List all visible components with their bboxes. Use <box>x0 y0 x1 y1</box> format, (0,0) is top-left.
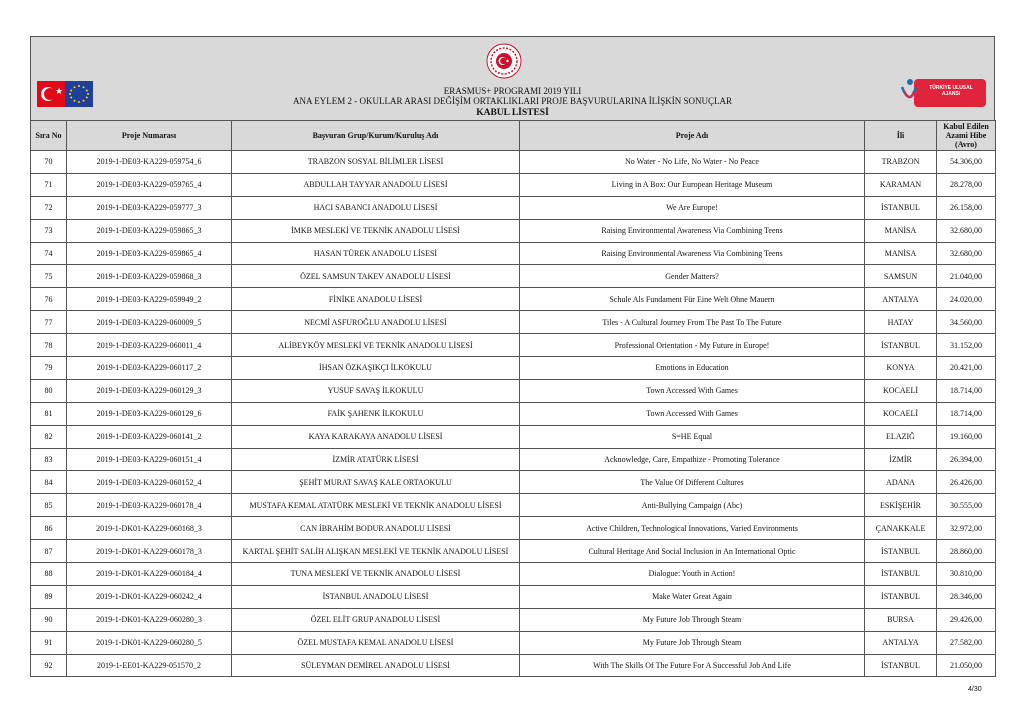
cell-kurum: SÜLEYMAN DEMİREL ANADOLU LİSESİ <box>232 654 520 677</box>
cell-il: İSTANBUL <box>865 540 937 563</box>
cell-sira: 81 <box>31 402 67 425</box>
table-row <box>31 357 996 380</box>
cell-kurum: NECMİ ASFUROĞLU ANADOLU LİSESİ <box>232 311 520 334</box>
cell-kurum: YUSUF SAVAŞ İLKOKULU <box>232 379 520 402</box>
cell-proje-no: 2019-1-DE03-KA229-060151_4 <box>67 448 232 471</box>
cell-il: ÇANAKKALE <box>865 517 937 540</box>
cell-hibe: 34.560,00 <box>937 311 996 334</box>
title-action: ANA EYLEM 2 - OKULLAR ARASI DEĞİŞİM ORTAKLIKLARI PROJE BAŞVURULARINA İLİŞKİN SONUÇLAR <box>293 96 732 106</box>
cell-proje-adi: Schule Als Fundament Für Eine Welt Ohne Mauern <box>520 288 865 311</box>
cell-proje-no: 2019-1-DK01-KA229-060168_3 <box>67 517 232 540</box>
cell-hibe: 18.714,00 <box>937 402 996 425</box>
table-row <box>31 311 996 334</box>
cell-hibe: 26.158,00 <box>937 196 996 219</box>
cell-sira: 78 <box>31 334 67 357</box>
cell-kurum: İMKB MESLEKİ VE TEKNİK ANADOLU LİSESİ <box>232 219 520 242</box>
cell-proje-no: 2019-1-DK01-KA229-060178_3 <box>67 540 232 563</box>
cell-proje-adi: Tiles - A Cultural Journey From The Past To The Future <box>520 311 865 334</box>
cell-kurum: TRABZON SOSYAL BİLİMLER LİSESİ <box>232 151 520 174</box>
cell-sira: 83 <box>31 448 67 471</box>
cell-il: ESKİŞEHİR <box>865 494 937 517</box>
cell-proje-no: 2019-1-DE03-KA229-059868_3 <box>67 265 232 288</box>
cell-proje-adi: Anti-Bullying Campaign (Abc) <box>520 494 865 517</box>
cell-il: TRABZON <box>865 151 937 174</box>
cell-il: ANTALYA <box>865 631 937 654</box>
table-row <box>31 471 996 494</box>
cell-sira: 73 <box>31 219 67 242</box>
cell-sira: 75 <box>31 265 67 288</box>
cell-proje-adi: With The Skills Of The Future For A Successful Job And Life <box>520 654 865 677</box>
cell-il: İZMİR <box>865 448 937 471</box>
table-row <box>31 585 996 608</box>
cell-il: KARAMAN <box>865 173 937 196</box>
cell-kurum: İSTANBUL ANADOLU LİSESİ <box>232 585 520 608</box>
cell-sira: 90 <box>31 608 67 631</box>
cell-proje-no: 2019-1-DK01-KA229-060280_3 <box>67 608 232 631</box>
cell-sira: 86 <box>31 517 67 540</box>
cell-sira: 72 <box>31 196 67 219</box>
cell-hibe: 28.278,00 <box>937 173 996 196</box>
cell-proje-adi: Raising Environmental Awareness Via Combining Teens <box>520 242 865 265</box>
cell-sira: 82 <box>31 425 67 448</box>
table-row <box>31 334 996 357</box>
cell-kurum: FİNİKE ANADOLU LİSESİ <box>232 288 520 311</box>
cell-proje-adi: Dialogue: Youth in Action! <box>520 563 865 586</box>
cell-il: BURSA <box>865 608 937 631</box>
cell-il: ANTALYA <box>865 288 937 311</box>
column-header-proje-no: Proje Numarası <box>67 121 232 151</box>
cell-proje-no: 2019-1-DE03-KA229-060011_4 <box>67 334 232 357</box>
cell-proje-adi: Active Children, Technological Innovations, Varied Environments <box>520 517 865 540</box>
cell-il: KOCAELİ <box>865 379 937 402</box>
column-header-il: İli <box>865 121 937 151</box>
cell-proje-no: 2019-1-DE03-KA229-059765_4 <box>67 173 232 196</box>
table-row <box>31 448 996 471</box>
cell-sira: 76 <box>31 288 67 311</box>
cell-proje-adi: The Value Of Different Cultures <box>520 471 865 494</box>
cell-proje-adi: No Water - No Life, No Water - No Peace <box>520 151 865 174</box>
cell-sira: 70 <box>31 151 67 174</box>
cell-il: İSTANBUL <box>865 654 937 677</box>
cell-hibe: 28.346,00 <box>937 585 996 608</box>
cell-proje-adi: Raising Environmental Awareness Via Combining Teens <box>520 219 865 242</box>
cell-kurum: ABDULLAH TAYYAR ANADOLU LİSESİ <box>232 173 520 196</box>
table-row <box>31 379 996 402</box>
cell-proje-no: 2019-1-DE03-KA229-059754_6 <box>67 151 232 174</box>
cell-kurum: ÖZEL SAMSUN TAKEV ANADOLU LİSESİ <box>232 265 520 288</box>
column-header-kurum: Başvuran Grup/Kurum/Kuruluş Adı <box>232 121 520 151</box>
cell-hibe: 30.555,00 <box>937 494 996 517</box>
cell-proje-adi: Town Accessed With Games <box>520 379 865 402</box>
cell-kurum: ÖZEL ELİT GRUP ANADOLU LİSESİ <box>232 608 520 631</box>
cell-hibe: 26.394,00 <box>937 448 996 471</box>
column-header-proje-adi: Proje Adı <box>520 121 865 151</box>
cell-kurum: MUSTAFA KEMAL ATATÜRK MESLEKİ VE TEKNİK ANADOLU LİSESİ <box>232 494 520 517</box>
title-list: KABUL LİSTESİ <box>476 108 549 118</box>
cell-sira: 88 <box>31 563 67 586</box>
table-row <box>31 219 996 242</box>
cell-hibe: 27.582,00 <box>937 631 996 654</box>
cell-hibe: 54.306,00 <box>937 151 996 174</box>
cell-il: MANİSA <box>865 242 937 265</box>
cell-sira: 71 <box>31 173 67 196</box>
cell-proje-adi: We Are Europe! <box>520 196 865 219</box>
cell-kurum: KARTAL ŞEHİT SALİH ALIŞKAN MESLEKİ VE TEKNİK ANADOLU LİSESİ <box>232 540 520 563</box>
cell-hibe: 19.160,00 <box>937 425 996 448</box>
cell-hibe: 31.152,00 <box>937 334 996 357</box>
cell-kurum: CAN İBRAHİM BODUR ANADOLU LİSESİ <box>232 517 520 540</box>
cell-kurum: HACI SABANCI ANADOLU LİSESİ <box>232 196 520 219</box>
document-header <box>30 36 995 120</box>
table-row <box>31 402 996 425</box>
cell-kurum: TUNA MESLEKİ VE TEKNİK ANADOLU LİSESİ <box>232 563 520 586</box>
table-row <box>31 631 996 654</box>
cell-sira: 91 <box>31 631 67 654</box>
table-row <box>31 494 996 517</box>
cell-il: HATAY <box>865 311 937 334</box>
cell-proje-no: 2019-1-DK01-KA229-060280_5 <box>67 631 232 654</box>
cell-il: SAMSUN <box>865 265 937 288</box>
cell-proje-adi: Town Accessed With Games <box>520 402 865 425</box>
cell-il: KOCAELİ <box>865 402 937 425</box>
cell-sira: 87 <box>31 540 67 563</box>
cell-proje-adi: My Future Job Through Steam <box>520 608 865 631</box>
cell-proje-no: 2019-1-DE03-KA229-060141_2 <box>67 425 232 448</box>
table-row <box>31 608 996 631</box>
cell-proje-adi: Gender Matters? <box>520 265 865 288</box>
cell-proje-no: 2019-1-DE03-KA229-060178_4 <box>67 494 232 517</box>
column-header-hibe: Kabul Edilen Azami Hibe (Avro) <box>937 121 996 151</box>
cell-proje-no: 2019-1-DE03-KA229-059949_2 <box>67 288 232 311</box>
cell-hibe: 28.860,00 <box>937 540 996 563</box>
table-row <box>31 517 996 540</box>
column-header-sira: Sıra No <box>31 121 67 151</box>
table-row <box>31 563 996 586</box>
table-header-row <box>31 121 996 151</box>
table-row <box>31 654 996 677</box>
cell-kurum: ŞEHİT MURAT SAVAŞ KALE ORTAOKULU <box>232 471 520 494</box>
cell-sira: 89 <box>31 585 67 608</box>
cell-il: İSTANBUL <box>865 585 937 608</box>
cell-sira: 79 <box>31 357 67 380</box>
cell-proje-adi: Living in A Box: Our European Heritage Museum <box>520 173 865 196</box>
cell-hibe: 30.810,00 <box>937 563 996 586</box>
cell-proje-no: 2019-1-DE03-KA229-060009_5 <box>67 311 232 334</box>
cell-sira: 92 <box>31 654 67 677</box>
cell-proje-no: 2019-1-DE03-KA229-060152_4 <box>67 471 232 494</box>
cell-il: ELAZIĞ <box>865 425 937 448</box>
cell-sira: 80 <box>31 379 67 402</box>
cell-hibe: 20.421,00 <box>937 357 996 380</box>
cell-proje-adi: Professional Orientation - My Future in Europe! <box>520 334 865 357</box>
cell-hibe: 24.020,00 <box>937 288 996 311</box>
cell-proje-no: 2019-1-DE03-KA229-060129_3 <box>67 379 232 402</box>
cell-kurum: FAİK ŞAHENK İLKOKULU <box>232 402 520 425</box>
table-row <box>31 151 996 174</box>
cell-kurum: HASAN TÜREK ANADOLU LİSESİ <box>232 242 520 265</box>
cell-hibe: 32.680,00 <box>937 219 996 242</box>
table-row <box>31 242 996 265</box>
turkish-national-agency-logo: TÜRKİYE ULUSAL AJANSI <box>914 79 986 107</box>
presidency-seal-icon <box>486 43 522 79</box>
cell-il: ADANA <box>865 471 937 494</box>
cell-hibe: 21.050,00 <box>937 654 996 677</box>
cell-il: İSTANBUL <box>865 196 937 219</box>
cell-proje-no: 2019-1-DE03-KA229-059865_3 <box>67 219 232 242</box>
page-number: 4/30 <box>968 686 982 693</box>
cell-proje-no: 2019-1-EE01-KA229-051570_2 <box>67 654 232 677</box>
cell-proje-adi: Acknowledge, Care, Empathize - Promoting Tolerance <box>520 448 865 471</box>
cell-il: İSTANBUL <box>865 334 937 357</box>
cell-proje-adi: Make Water Great Again <box>520 585 865 608</box>
cell-sira: 77 <box>31 311 67 334</box>
cell-proje-adi: Cultural Heritage And Social Inclusion in An International Optic <box>520 540 865 563</box>
cell-proje-no: 2019-1-DK01-KA229-060242_4 <box>67 585 232 608</box>
cell-hibe: 21.040,00 <box>937 265 996 288</box>
table-row <box>31 288 996 311</box>
table-row <box>31 425 996 448</box>
table-row <box>31 265 996 288</box>
cell-hibe: 32.680,00 <box>937 242 996 265</box>
results-table <box>30 120 996 677</box>
cell-hibe: 32.972,00 <box>937 517 996 540</box>
cell-hibe: 26.426,00 <box>937 471 996 494</box>
document-sheet <box>30 36 995 679</box>
cell-il: İSTANBUL <box>865 563 937 586</box>
cell-proje-adi: Emotions in Education <box>520 357 865 380</box>
cell-proje-adi: S=HE Equal <box>520 425 865 448</box>
cell-hibe: 18.714,00 <box>937 379 996 402</box>
cell-proje-no: 2019-1-DE03-KA229-060129_6 <box>67 402 232 425</box>
title-program: ERASMUS+ PROGRAMI 2019 YILI <box>443 86 582 96</box>
cell-kurum: KAYA KARAKAYA ANADOLU LİSESİ <box>232 425 520 448</box>
cell-proje-no: 2019-1-DE03-KA229-059777_3 <box>67 196 232 219</box>
cell-il: KONYA <box>865 357 937 380</box>
cell-kurum: İZMİR ATATÜRK LİSESİ <box>232 448 520 471</box>
cell-kurum: ALİBEYKÖY MESLEKİ VE TEKNİK ANADOLU LİSESİ <box>232 334 520 357</box>
table-row <box>31 540 996 563</box>
cell-sira: 84 <box>31 471 67 494</box>
cell-proje-no: 2019-1-DE03-KA229-059865_4 <box>67 242 232 265</box>
cell-kurum: ÖZEL MUSTAFA KEMAL ANADOLU LİSESİ <box>232 631 520 654</box>
cell-sira: 74 <box>31 242 67 265</box>
turkey-flag-icon: ★ <box>37 81 65 107</box>
cell-sira: 85 <box>31 494 67 517</box>
cell-proje-no: 2019-1-DE03-KA229-060117_2 <box>67 357 232 380</box>
table-row <box>31 196 996 219</box>
cell-proje-adi: My Future Job Through Steam <box>520 631 865 654</box>
cell-proje-no: 2019-1-DK01-KA229-060184_4 <box>67 563 232 586</box>
cell-hibe: 29.426,00 <box>937 608 996 631</box>
cell-kurum: İHSAN ÖZKAŞIKÇI İLKOKULU <box>232 357 520 380</box>
table-row <box>31 173 996 196</box>
cell-il: MANİSA <box>865 219 937 242</box>
